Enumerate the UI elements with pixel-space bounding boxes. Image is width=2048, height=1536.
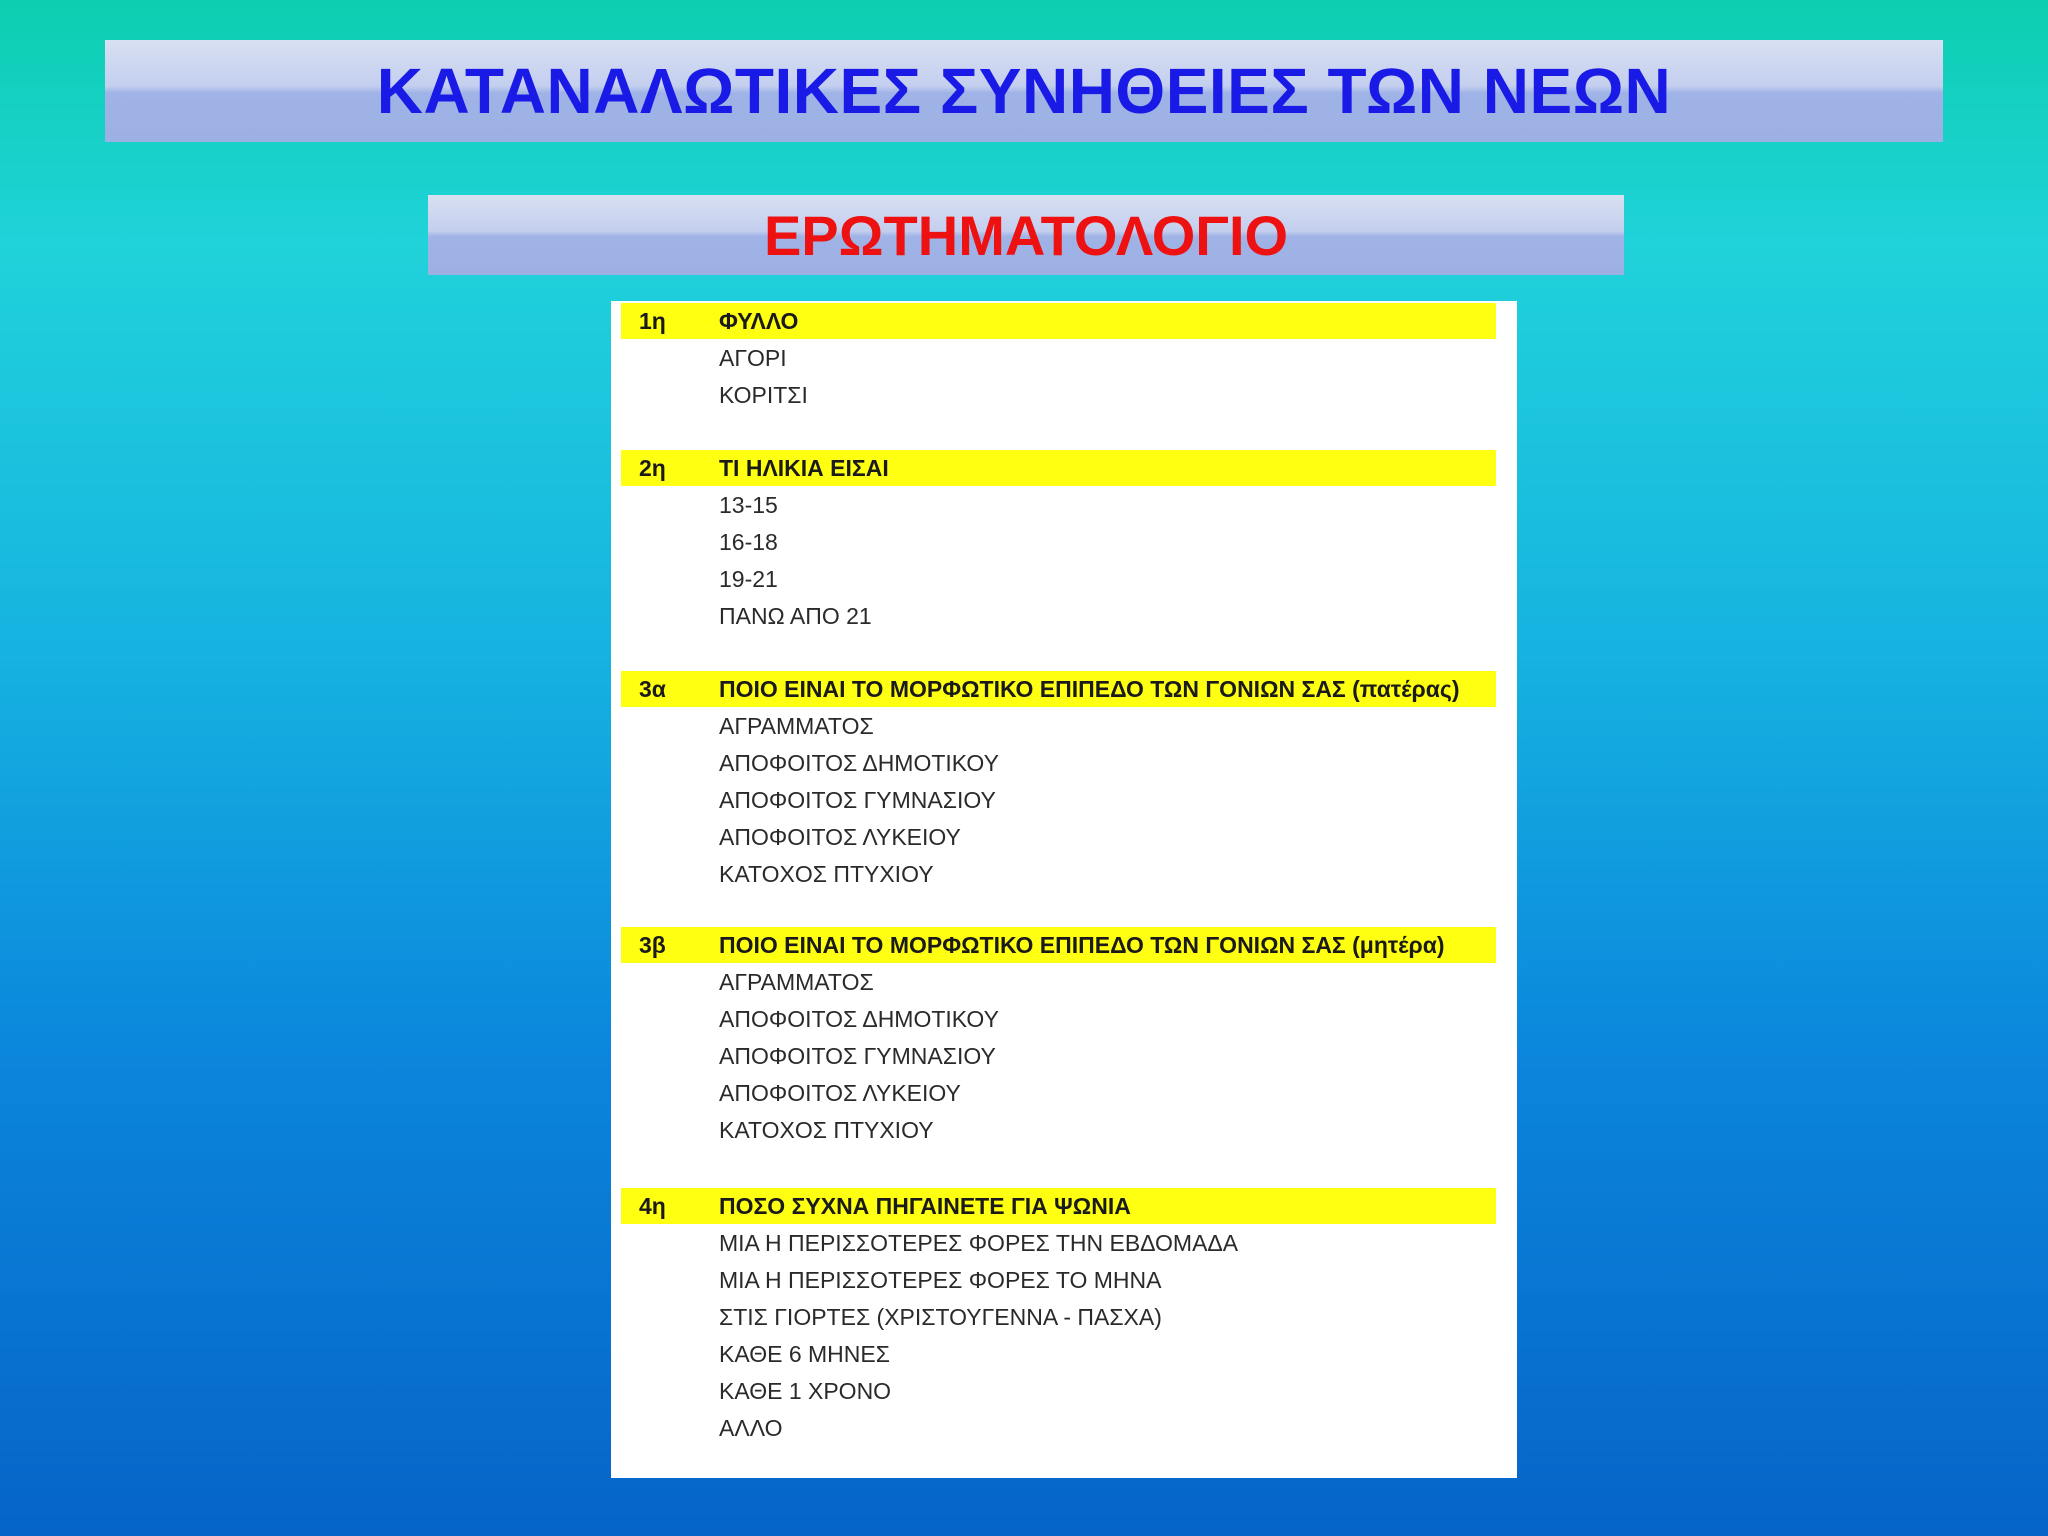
question-text: ΠΟΙΟ ΕΙΝΑΙ ΤΟ ΜΟΡΦΩΤΙΚΟ ΕΠΙΠΕΔΟ ΤΩΝ ΓΟΝΙΩΝ ΣΑΣ (μητέρα) — [719, 931, 1445, 958]
answer-option-label: ΣΤΙΣ ΓΙΟΡΤΕΣ (ΧΡΙΣΤΟΥΓΕΝΝΑ - ΠΑΣΧΑ) — [719, 1303, 1162, 1330]
page-subtitle: ΕΡΩΤΗΜΑΤΟΛΟΓΙΟ — [763, 203, 1289, 267]
question-number: 3α — [639, 675, 666, 702]
question-text: ΠΟΣΟ ΣΥΧΝΑ ΠΗΓΑΙΝΕΤΕ ΓΙΑ ΨΩΝΙΑ — [719, 1192, 1131, 1219]
question-text: ΦΥΛΛΟ — [719, 307, 799, 334]
question-row — [621, 927, 1496, 963]
question-number: 3β — [639, 931, 666, 958]
answer-option-label: 19-21 — [719, 565, 778, 592]
answer-option-label: ΑΓΟΡΙ — [719, 344, 787, 371]
answer-option-label: ΑΠΟΦΟΙΤΟΣ ΔΗΜΟΤΙΚΟΥ — [719, 749, 999, 776]
question-number: 2η — [639, 454, 666, 481]
question-number: 4η — [639, 1192, 666, 1219]
answer-option-label: ΑΠΟΦΟΙΤΟΣ ΛΥΚΕΙΟΥ — [719, 1079, 961, 1106]
answer-option-label: ΠΑΝΩ ΑΠΟ 21 — [719, 602, 872, 629]
question-row — [621, 671, 1496, 707]
page-title: ΚΑΤΑΝΑΛΩΤΙΚΕΣ ΣΥΝΗΘΕΙΕΣ ΤΩΝ ΝΕΩΝ — [376, 55, 1672, 127]
question-text: ΤΙ ΗΛΙΚΙΑ ΕΙΣΑΙ — [719, 454, 889, 481]
answer-option-label: ΑΠΟΦΟΙΤΟΣ ΔΗΜΟΤΙΚΟΥ — [719, 1005, 999, 1032]
answer-option-label: 13-15 — [719, 491, 778, 518]
question-row — [621, 1188, 1496, 1224]
question-text: ΠΟΙΟ ΕΙΝΑΙ ΤΟ ΜΟΡΦΩΤΙΚΟ ΕΠΙΠΕΔΟ ΤΩΝ ΓΟΝΙΩΝ ΣΑΣ (πατέρας) — [719, 675, 1460, 702]
answer-option-label: ΜΙΑ Η ΠΕΡΙΣΣΟΤΕΡΕΣ ΦΟΡΕΣ ΤΟ ΜΗΝΑ — [719, 1266, 1162, 1293]
subtitle-banner — [428, 195, 1624, 275]
answer-option-label: ΑΛΛΟ — [719, 1414, 783, 1441]
answer-option-label: ΚΟΡΙΤΣΙ — [719, 381, 808, 408]
answer-option-label: ΚΑΘΕ 6 ΜΗΝΕΣ — [719, 1340, 890, 1367]
answer-option-label: ΚΑΘΕ 1 ΧΡΟΝΟ — [719, 1377, 892, 1404]
question-number: 1η — [639, 307, 666, 334]
answer-option-label: ΚΑΤΟΧΟΣ ΠΤΥΧΙΟΥ — [719, 1116, 934, 1143]
answer-option-label: ΑΠΟΦΟΙΤΟΣ ΛΥΚΕΙΟΥ — [719, 823, 961, 850]
answer-option-label: ΑΠΟΦΟΙΤΟΣ ΓΥΜΝΑΣΙΟΥ — [719, 1042, 996, 1069]
answer-option-label: ΚΑΤΟΧΟΣ ΠΤΥΧΙΟΥ — [719, 860, 934, 887]
answer-option-label: 16-18 — [719, 528, 778, 555]
title-banner — [105, 40, 1943, 142]
question-row — [621, 450, 1496, 486]
answer-option-label: ΑΓΡΑΜΜΑΤΟΣ — [719, 712, 874, 739]
answer-option-label: ΑΓΡΑΜΜΑΤΟΣ — [719, 968, 874, 995]
answer-option-label: ΑΠΟΦΟΙΤΟΣ ΓΥΜΝΑΣΙΟΥ — [719, 786, 996, 813]
answer-option-label: ΜΙΑ Η ΠΕΡΙΣΣΟΤΕΡΕΣ ΦΟΡΕΣ ΤΗΝ ΕΒΔΟΜΑΔΑ — [719, 1229, 1239, 1256]
questionnaire-sheet — [611, 301, 1517, 1478]
question-row — [621, 303, 1496, 339]
